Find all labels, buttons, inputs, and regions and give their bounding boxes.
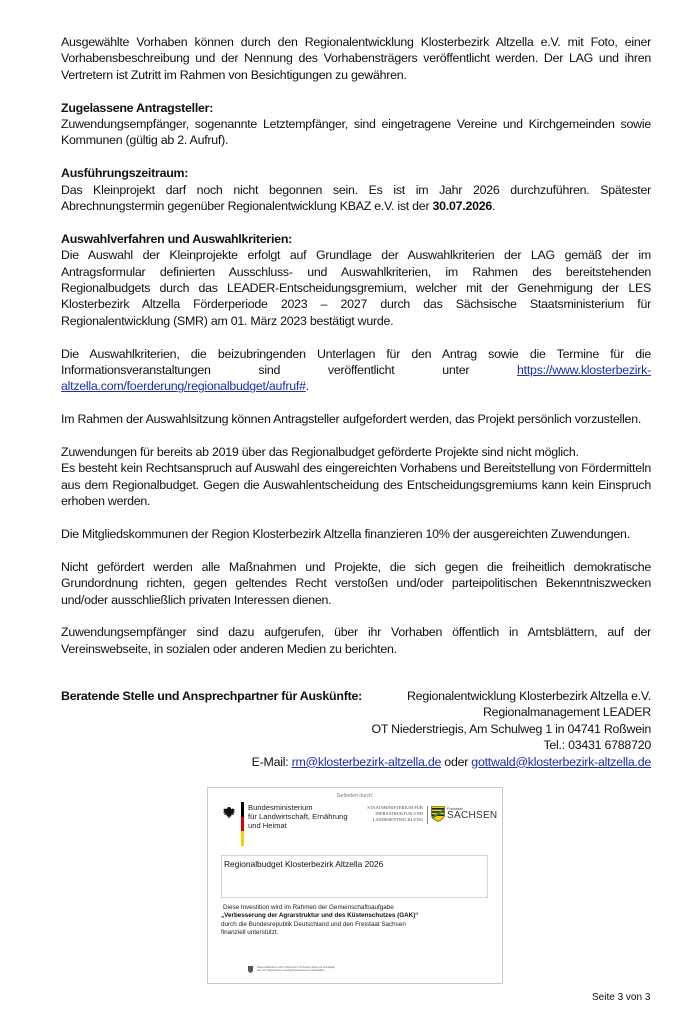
footer-line2: des vom Sächsischen Landtag beschlossenen Haushaltes. [257, 969, 325, 973]
bmel-logo [222, 802, 362, 847]
saxony-budget-footer [248, 966, 398, 976]
page-number: Seite 3 von 3 [592, 992, 651, 1003]
email-link-gottwald[interactable]: gottwald@klosterbezirk-altzella.de [471, 754, 651, 769]
saxony-crest-icon [431, 806, 445, 822]
contact-address: OT Niederstriegis, Am Schulweg 1 in 04741 Roßwein [371, 721, 651, 736]
text-berichten: Zuwendungsempfänger sind dazu aufgerufen, über ihr Vorhaben öffentlich in Amtsblättern, auf der Vereinswebseite, in sozialen oder anderen Medien zu berichten. [61, 625, 651, 656]
project-title: Regionalbudget Klosterbezirk Altzella 2026 [224, 859, 384, 869]
text-zuwendungen-2019: Zuwendungen für bereits ab 2019 über das Regionalbudget geförderte Projekte sind nicht möglich. [61, 445, 579, 460]
text-nicht-gefoerdert: Nicht gefördert werden alle Maßnahmen und Projekte, die sich gegen die freiheitlich demokratische Grundordnung richten, gegen geltendes Recht verstoßen und/oder parteipolitischen Bekenntniszwecken und/oder ausschließlich privaten Interessen dienen. [61, 559, 651, 607]
freistaat-label: Freistaat [447, 806, 463, 811]
aufruf-link[interactable]: https://www.klosterbezirk-altzella.com/foerderung/regionalbudget/aufruf# [61, 363, 651, 394]
smr-line1: STAATSMINISTERIUM FÜR [367, 805, 423, 810]
gak-notice [221, 904, 491, 938]
project-title-box [221, 855, 488, 898]
sachsen-label: SACHSEN [447, 810, 498, 821]
contact-org: Regionalentwicklung Klosterbezirk Altzella e.V. [406, 689, 651, 703]
heading-antragsteller: Zugelassene Antragsteller: [61, 100, 214, 115]
heading-ausfuehrungszeitraum: Ausführungszeitraum: [61, 166, 189, 181]
bmel-line1: Bundesministerium [248, 803, 313, 812]
bmel-line3: und Heimat [248, 821, 287, 830]
saxony-mini-crest-icon [248, 966, 253, 973]
text-mitgliedskommunen: Die Mitgliedskommunen der Region Klosterbezirk Altzella finanzieren 10% der ausgereichten Zuwendungen. [61, 527, 630, 542]
kriterien-text: Die Auswahlkriterien, die beizubringenden Unterlagen für den Antrag sowie die Termine für die Informationsveranstaltungen sind veröffentlicht unter [61, 346, 651, 378]
zeitraum-period: . [492, 199, 496, 214]
heading-auswahlverfahren: Auswahlverfahren und Auswahlkriterien: [61, 231, 293, 246]
text-auswahlsitzung: Im Rahmen der Auswahlsitzung können Antragsteller aufgefordert werden, das Projekt persönlich vorzustellen. [61, 412, 642, 427]
federal-eagle-icon [222, 806, 236, 820]
contact-phone: Tel.: 03431 6788720 [543, 738, 651, 753]
german-flag-bar [241, 802, 244, 846]
text-antragsteller: Zuwendungsempfänger, sogenannte Letztempfänger, sind eingetragene Vereine und Kirchgemeinden sowie Kommunen (gültig ab 2. Aufruf). [61, 117, 651, 148]
gak-line1: Diese Investition wird im Rahmen der Gemeinschaftsaufgabe [223, 904, 394, 911]
smr-line2: INFRASTRUKTUR UND [375, 811, 423, 816]
email-label: E-Mail: [251, 754, 292, 769]
document-body [61, 34, 651, 657]
bmel-line2: für Landwirtschaft, Ernährung [248, 812, 348, 821]
contact-email-row [61, 754, 651, 770]
contact-dept: Regionalmanagement LEADER [482, 705, 651, 720]
intro-paragraph: Ausgewählte Vorhaben können durch den Regionalentwicklung Klosterbezirk Altzella e.V. mit Foto, einer Vorhabensbeschreibung und der Nennung des Vorhabensträgers veröffentlicht werden. Der LAG und ihren Vertretern ist Zutritt im Rahmen von Besichtigungen zu gewähren. [61, 35, 651, 82]
email-separator: oder [441, 754, 472, 769]
smr-line3: LANDESENTWICKLUNG [372, 817, 423, 822]
gak-line3: durch die Bundesrepublik Deutschland und den Freistaat Sachsen [221, 920, 406, 928]
funding-notice-box [207, 787, 503, 984]
contact-block [61, 688, 651, 770]
logo-separator [427, 806, 428, 824]
smr-sachsen-logo [365, 805, 500, 827]
zeitraum-text: Das Kleinprojekt darf noch nicht begonnen sein. Es ist im Jahr 2026 durchzuführen. Spätester Abrechnungstermin gegenüber Regionalentwicklung KBAZ e.V. ist der [61, 182, 651, 214]
footer-text [257, 966, 335, 973]
text-rechtsanspruch: Es besteht kein Rechtsanspruch auf Auswahl des eingereichten Vorhabens und Bereitstellung von Fördermitteln aus dem Regionalbudget. Gegen die Auswahlentscheidung des Entscheidungsgremiums kann kein Einspruch erhoben werden. [61, 461, 651, 509]
gak-line4: finanziell unterstützt. [221, 929, 279, 937]
smr-name [365, 805, 423, 823]
footer-line1: Diese Maßnahme wird mitfinanziert mit Steuermitteln auf Grundlage [257, 966, 335, 969]
bmel-name [248, 803, 368, 830]
text-ausfuehrungszeitraum [61, 182, 651, 215]
gefoerdert-durch-label: Gefördert durch: [336, 793, 374, 799]
contact-label: Beratende Stelle und Ansprechpartner für Auskünfte: [61, 689, 362, 703]
text-auswahlkriterien-link [61, 346, 651, 395]
email-link-rm[interactable]: rm@klosterbezirk-altzella.de [291, 754, 442, 769]
gak-line2: „Verbesserung der Agrarstruktur und des Küstenschutzes (GAK)“ [221, 912, 419, 920]
deadline-date: 30.07.2026 [432, 199, 493, 214]
kriterien-period: . [305, 379, 309, 394]
text-auswahlverfahren: Die Auswahl der Kleinprojekte erfolgt auf Grundlage der Auswahlkriterien der LAG gemäß der im Antragsformular definierten Ausschluss- und Auswahlkriterien, im Rahmen des bereitstehenden Regionalbudgets durch das LEADER-Entscheidungsgremium, welcher mit der Genehmigung der LES Klosterbezirk Altzella Förderperiode 2023 – 2027 durch das Sächsische Staatsministerium für Regionalentwicklung (SMR) am 01. März 2023 bestätigt wurde. [61, 248, 651, 328]
